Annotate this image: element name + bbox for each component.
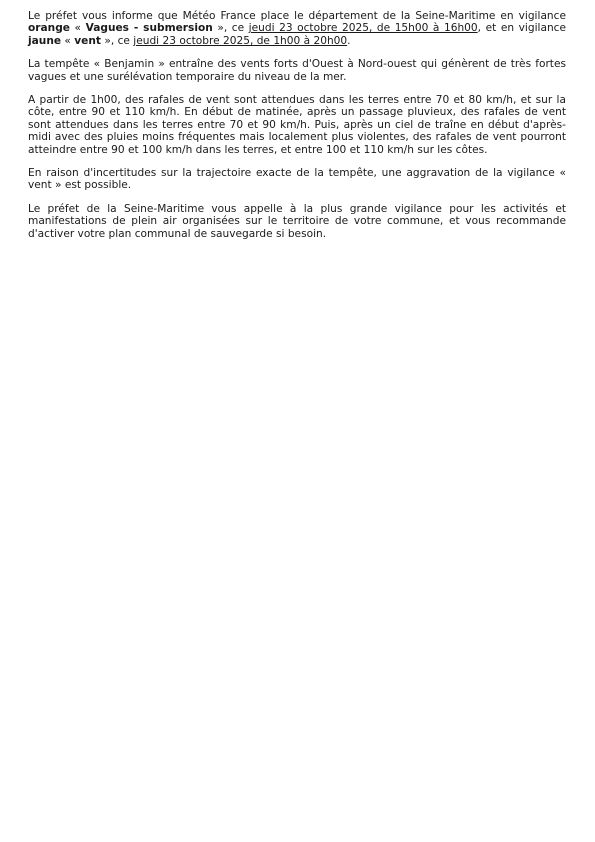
text-segment: « [69, 22, 86, 35]
text-segment: », ce [100, 34, 134, 47]
date-range-vent: jeudi 23 octobre 2025, de 1h00 à 20h00 [133, 34, 348, 47]
paragraph-recommendation [28, 203, 566, 240]
hazard-vent: vent [74, 34, 101, 47]
text-segment: », ce [212, 22, 249, 35]
paragraph-storm-description [28, 58, 566, 83]
vigilance-level-orange: orange [28, 22, 70, 35]
text-segment: , et en vigilance [477, 22, 567, 35]
date-range-submersion: jeudi 23 octobre 2025, de 15h00 à 16h00 [248, 22, 478, 35]
text-segment: La tempête « Benjamin » entraîne des vents forts d'Ouest à Nord-ouest qui génèrent de très fortes vagues et une surélévation temporaire du niveau de la mer. [28, 58, 566, 83]
text-segment: « [61, 34, 75, 47]
text-segment: Le préfet vous informe que Météo France place le département de la Seine-Maritime en vigilance [28, 10, 566, 22]
text-segment: . [347, 34, 351, 47]
letter-body [28, 10, 566, 251]
vigilance-level-jaune: jaune [28, 34, 62, 47]
paragraph-uncertainty [28, 167, 566, 192]
paragraph-wind-forecast [28, 94, 566, 156]
paragraph-vigilance-announcement [28, 10, 566, 47]
hazard-vagues-submersion: Vagues - submersion [85, 22, 213, 35]
text-segment: En raison d'incertitudes sur la trajectoire exacte de la tempête, une aggravation de la vigilance « vent » est possible. [28, 167, 566, 192]
text-segment: Le préfet de la Seine-Maritime vous appelle à la plus grande vigilance pour les activités et manifestations de plein air organisées sur le territoire de votre commune, et vous recommande d'activer votre plan communal de sauvegarde si besoin. [28, 202, 566, 240]
text-segment: A partir de 1h00, des rafales de vent sont attendues dans les terres entre 70 et 80 km/h, et sur la côte, entre 90 et 110 km/h. En début de matinée, après un passage pluvieux, des rafales de vent sont attendues dans les terres entre 70 et 90 km/h. Puis, après un ciel de traîne en début d'après-midi avec des pluies moins fréquentes mais localement plus violentes, des rafales de vent pourront atteindre entre 90 et 100 km/h dans les terres, et entre 100 et 110 km/h sur les côtes. [28, 94, 566, 156]
